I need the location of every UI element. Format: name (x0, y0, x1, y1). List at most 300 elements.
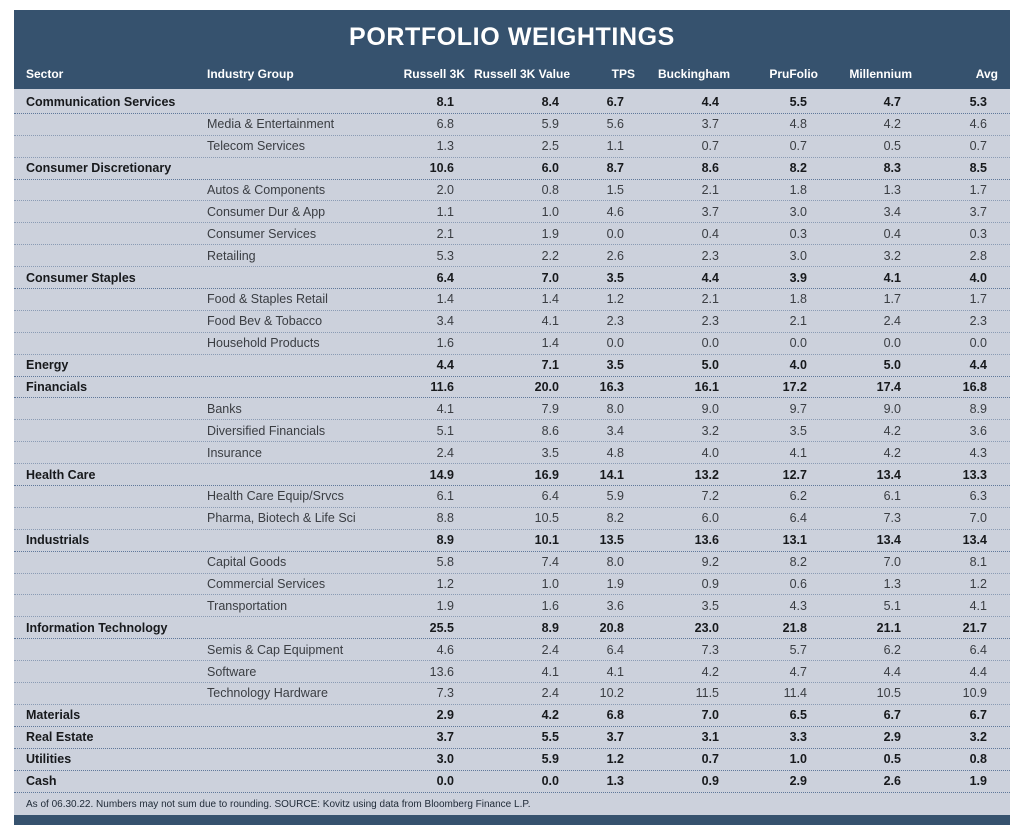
industry-cell: Insurance (207, 445, 262, 460)
table-row (14, 267, 1010, 289)
value-cell: 17.4 (876, 380, 901, 395)
table-row (14, 771, 1010, 793)
value-cell: 6.4 (541, 489, 559, 504)
value-cell: 4.4 (701, 95, 719, 110)
value-cell: 10.5 (876, 686, 901, 701)
column-header-russell-3k: Russell 3K (403, 67, 465, 81)
value-cell: 4.2 (701, 664, 719, 679)
value-cell: 0.8 (969, 752, 987, 767)
value-cell: 3.0 (789, 204, 807, 219)
value-cell: 13.6 (429, 664, 454, 679)
value-cell: 8.2 (789, 161, 807, 176)
value-cell: 5.3 (969, 95, 987, 110)
value-cell: 4.6 (436, 642, 454, 657)
value-cell: 7.9 (541, 401, 559, 416)
column-header-millennium: Millennium (849, 67, 912, 81)
value-cell: 3.5 (606, 270, 624, 285)
value-cell: 9.0 (883, 401, 901, 416)
sector-cell: Financials (26, 380, 88, 395)
industry-cell: Media & Entertainment (207, 117, 335, 132)
value-cell: 1.3 (436, 139, 454, 154)
table-row (14, 486, 1010, 508)
sector-cell: Consumer Staples (26, 270, 136, 285)
value-cell: 0.8 (541, 183, 559, 197)
value-cell: 4.6 (606, 204, 624, 219)
sector-cell: Energy (26, 358, 69, 373)
value-cell: 3.7 (606, 730, 624, 745)
table-row (14, 617, 1010, 639)
industry-cell: Transportation (207, 598, 288, 613)
value-cell: 3.6 (606, 598, 624, 613)
table-row (14, 727, 1010, 749)
value-cell: 1.4 (436, 292, 454, 307)
sector-cell: Real Estate (26, 730, 94, 745)
value-cell: 6.4 (606, 642, 624, 657)
value-cell: 8.5 (969, 161, 987, 176)
table-row (14, 114, 1010, 136)
value-cell: 7.3 (883, 511, 901, 526)
value-cell: 0.9 (701, 774, 719, 789)
value-cell: 13.6 (694, 533, 719, 548)
value-cell: 4.7 (883, 95, 901, 110)
value-cell: 6.1 (436, 489, 454, 504)
value-cell: 0.0 (541, 774, 559, 789)
value-cell: 8.8 (436, 511, 454, 526)
value-cell: 13.5 (599, 533, 624, 548)
value-cell: 0.7 (701, 139, 719, 154)
value-cell: 21.7 (962, 620, 987, 635)
value-cell: 6.4 (789, 511, 807, 526)
value-cell: 10.6 (429, 161, 454, 176)
value-cell: 0.5 (883, 752, 901, 767)
value-cell: 16.1 (694, 380, 719, 395)
value-cell: 0.7 (969, 139, 987, 154)
value-cell: 2.4 (541, 686, 559, 701)
value-cell: 10.9 (962, 686, 987, 701)
table-row (14, 398, 1010, 420)
value-cell: 1.0 (541, 204, 559, 219)
value-cell: 4.7 (789, 664, 807, 679)
value-cell: 8.0 (606, 401, 624, 416)
value-cell: 0.0 (606, 336, 624, 351)
value-cell: 8.2 (789, 555, 807, 570)
value-cell: 8.9 (541, 620, 559, 635)
value-cell: 7.4 (541, 555, 559, 570)
column-header-industry-group: Industry Group (207, 67, 294, 81)
value-cell: 1.4 (541, 292, 559, 307)
table-row (14, 201, 1010, 223)
value-cell: 5.1 (883, 598, 901, 613)
value-cell: 20.8 (599, 620, 624, 635)
footnote: As of 06.30.22. Numbers may not sum due to rounding. SOURCE: Kovitz using data from Bloomberg Finance L.P. (14, 793, 1010, 815)
value-cell: 2.1 (436, 226, 454, 241)
value-cell: 1.1 (606, 139, 624, 154)
value-cell: 4.1 (541, 314, 559, 329)
industry-cell: Health Care Equip/Srvcs (207, 489, 344, 504)
value-cell: 4.8 (789, 117, 807, 132)
value-cell: 11.5 (695, 686, 719, 701)
value-cell: 2.4 (541, 642, 559, 657)
value-cell: 0.7 (701, 752, 719, 767)
value-cell: 4.8 (606, 445, 624, 460)
value-cell: 1.6 (541, 598, 559, 613)
table-row (14, 136, 1010, 158)
value-cell: 4.2 (883, 423, 901, 438)
value-cell: 1.2 (436, 577, 454, 592)
value-cell: 1.7 (969, 292, 987, 307)
table-row (14, 158, 1010, 180)
table-row (14, 749, 1010, 771)
value-cell: 0.4 (883, 226, 901, 241)
value-cell: 5.1 (436, 423, 454, 438)
value-cell: 7.0 (701, 708, 719, 723)
value-cell: 1.9 (436, 598, 454, 613)
industry-cell: Semis & Cap Equipment (207, 642, 344, 657)
value-cell: 6.4 (436, 270, 454, 285)
value-cell: 2.4 (883, 314, 901, 329)
value-cell: 2.9 (789, 774, 807, 789)
industry-cell: Consumer Dur & App (207, 204, 326, 219)
value-cell: 7.3 (701, 642, 719, 657)
value-cell: 3.9 (789, 270, 807, 285)
value-cell: 3.4 (436, 314, 454, 329)
value-cell: 4.1 (969, 598, 987, 613)
value-cell: 7.1 (541, 358, 559, 373)
value-cell: 1.8 (789, 183, 807, 197)
value-cell: 4.4 (883, 664, 901, 679)
value-cell: 1.1 (436, 204, 454, 219)
value-cell: 2.3 (606, 314, 624, 329)
table-row (14, 92, 1010, 114)
value-cell: 3.7 (701, 204, 719, 219)
value-cell: 6.8 (606, 708, 624, 723)
value-cell: 2.0 (436, 183, 454, 197)
value-cell: 6.3 (969, 489, 987, 504)
value-cell: 5.9 (541, 117, 559, 132)
sector-cell: Health Care (26, 467, 96, 482)
sector-cell: Materials (26, 708, 81, 723)
value-cell: 0.0 (883, 336, 901, 351)
industry-cell: Software (207, 664, 257, 679)
value-cell: 6.8 (436, 117, 454, 132)
industry-cell: Commercial Services (207, 577, 326, 592)
value-cell: 8.1 (969, 555, 987, 570)
value-cell: 6.7 (606, 95, 624, 110)
table-header-band (14, 10, 1010, 89)
value-cell: 12.7 (782, 467, 807, 482)
sector-cell: Utilities (26, 752, 72, 767)
value-cell: 1.3 (883, 577, 901, 592)
table-row (14, 377, 1010, 399)
value-cell: 8.2 (606, 511, 624, 526)
value-cell: 0.0 (701, 336, 719, 351)
value-cell: 3.6 (969, 423, 987, 438)
value-cell: 4.1 (606, 664, 624, 679)
value-cell: 13.4 (876, 467, 901, 482)
value-cell: 2.2 (541, 248, 559, 263)
value-cell: 3.0 (436, 752, 454, 767)
value-cell: 7.0 (969, 511, 987, 526)
industry-cell: Diversified Financials (207, 423, 326, 438)
value-cell: 4.2 (883, 445, 901, 460)
table-row (14, 420, 1010, 442)
value-cell: 8.9 (436, 533, 454, 548)
value-cell: 2.6 (883, 774, 901, 789)
industry-cell: Food & Staples Retail (207, 292, 328, 307)
value-cell: 2.3 (969, 314, 987, 329)
value-cell: 16.8 (962, 380, 987, 395)
value-cell: 5.0 (883, 358, 901, 373)
table-row (14, 683, 1010, 705)
sector-cell: Cash (26, 774, 57, 789)
value-cell: 10.1 (534, 533, 559, 548)
value-cell: 8.9 (969, 401, 987, 416)
value-cell: 10.5 (534, 511, 559, 526)
value-cell: 4.6 (969, 117, 987, 132)
value-cell: 2.6 (606, 248, 624, 263)
value-cell: 1.9 (969, 774, 987, 789)
value-cell: 4.0 (789, 358, 807, 373)
value-cell: 3.3 (789, 730, 807, 745)
value-cell: 7.0 (541, 270, 559, 285)
value-cell: 4.4 (701, 270, 719, 285)
value-cell: 7.0 (883, 555, 901, 570)
value-cell: 1.0 (541, 577, 559, 592)
value-cell: 5.9 (606, 489, 624, 504)
value-cell: 6.0 (541, 161, 559, 176)
value-cell: 1.7 (969, 183, 987, 197)
value-cell: 16.3 (599, 380, 624, 395)
value-cell: 20.0 (534, 380, 559, 395)
value-cell: 0.9 (701, 577, 719, 592)
value-cell: 1.0 (789, 752, 807, 767)
value-cell: 1.4 (541, 336, 559, 351)
value-cell: 1.3 (606, 774, 624, 789)
value-cell: 2.1 (789, 314, 807, 329)
value-cell: 4.2 (541, 708, 559, 723)
value-cell: 3.2 (883, 248, 901, 263)
value-cell: 4.3 (969, 445, 987, 460)
portfolio-weightings-table (14, 10, 1010, 825)
value-cell: 5.5 (789, 95, 807, 110)
value-cell: 3.1 (701, 730, 719, 745)
value-cell: 3.7 (701, 117, 719, 132)
value-cell: 5.3 (436, 248, 454, 263)
value-cell: 11.6 (430, 380, 454, 395)
value-cell: 2.5 (541, 139, 559, 154)
value-cell: 0.6 (789, 577, 807, 592)
value-cell: 8.1 (436, 95, 454, 110)
value-cell: 1.9 (606, 577, 624, 592)
value-cell: 9.7 (789, 401, 807, 416)
value-cell: 5.8 (436, 555, 454, 570)
table-row (14, 705, 1010, 727)
value-cell: 3.7 (436, 730, 454, 745)
value-cell: 3.5 (606, 358, 624, 373)
value-cell: 2.1 (701, 292, 719, 307)
value-cell: 0.0 (606, 226, 624, 241)
value-cell: 14.9 (429, 467, 454, 482)
value-cell: 11.4 (783, 686, 807, 701)
industry-cell: Consumer Services (207, 226, 317, 241)
industry-cell: Technology Hardware (207, 686, 328, 701)
industry-cell: Capital Goods (207, 555, 287, 570)
sector-cell: Communication Services (26, 95, 176, 110)
value-cell: 5.0 (701, 358, 719, 373)
value-cell: 21.1 (876, 620, 901, 635)
value-cell: 17.2 (782, 380, 807, 395)
value-cell: 0.7 (789, 139, 807, 154)
value-cell: 4.1 (789, 445, 807, 460)
value-cell: 13.4 (876, 533, 901, 548)
value-cell: 2.9 (436, 708, 454, 723)
value-cell: 5.9 (541, 752, 559, 767)
table-row (14, 661, 1010, 683)
value-cell: 5.7 (789, 642, 807, 657)
value-cell: 6.7 (883, 708, 901, 723)
value-cell: 4.0 (701, 445, 719, 460)
value-cell: 0.4 (701, 226, 719, 241)
value-cell: 25.5 (429, 620, 454, 635)
value-cell: 2.3 (701, 314, 719, 329)
value-cell: 4.4 (969, 664, 987, 679)
value-cell: 1.2 (606, 292, 624, 307)
value-cell: 4.4 (969, 358, 987, 373)
sector-cell: Industrials (26, 533, 90, 548)
column-header-russell-3k-value: Russell 3K Value (473, 67, 570, 81)
value-cell: 2.3 (701, 248, 719, 263)
value-cell: 1.3 (883, 183, 901, 197)
bottom-border-bar (14, 815, 1010, 825)
value-cell: 4.0 (969, 270, 987, 285)
value-cell: 0.0 (789, 336, 807, 351)
value-cell: 6.1 (883, 489, 901, 504)
table-row (14, 355, 1010, 377)
industry-cell: Retailing (207, 248, 256, 263)
value-cell: 3.2 (969, 730, 987, 745)
value-cell: 3.5 (789, 423, 807, 438)
table-row (14, 245, 1010, 267)
value-cell: 16.9 (534, 467, 559, 482)
value-cell: 4.1 (436, 401, 454, 416)
value-cell: 13.1 (782, 533, 807, 548)
value-cell: 3.0 (789, 248, 807, 263)
value-cell: 13.2 (694, 467, 719, 482)
value-cell: 2.1 (701, 183, 719, 197)
value-cell: 0.5 (883, 139, 901, 154)
value-cell: 1.7 (883, 292, 901, 307)
value-cell: 4.4 (436, 358, 454, 373)
value-cell: 8.0 (606, 555, 624, 570)
value-cell: 23.0 (694, 620, 719, 635)
value-cell: 13.4 (962, 533, 987, 548)
value-cell: 7.3 (436, 686, 454, 701)
table-row (14, 639, 1010, 661)
value-cell: 2.4 (436, 445, 454, 460)
table-row (14, 508, 1010, 530)
value-cell: 8.7 (606, 161, 624, 176)
value-cell: 4.3 (789, 598, 807, 613)
column-header-tps: TPS (611, 67, 635, 81)
value-cell: 1.9 (541, 226, 559, 241)
value-cell: 5.5 (541, 730, 559, 745)
value-cell: 6.0 (701, 511, 719, 526)
table-row (14, 464, 1010, 486)
column-header-sector: Sector (26, 67, 64, 81)
column-header-buckingham: Buckingham (657, 67, 730, 81)
value-cell: 1.2 (606, 752, 624, 767)
industry-cell: Autos & Components (207, 183, 326, 197)
industry-cell: Food Bev & Tobacco (207, 314, 323, 329)
value-cell: 3.7 (969, 204, 987, 219)
value-cell: 10.2 (599, 686, 624, 701)
value-cell: 1.2 (969, 577, 987, 592)
table-row (14, 595, 1010, 617)
value-cell: 8.6 (541, 423, 559, 438)
table-row (14, 180, 1010, 202)
value-cell: 8.3 (883, 161, 901, 176)
value-cell: 3.4 (606, 423, 624, 438)
value-cell: 14.1 (599, 467, 624, 482)
value-cell: 3.5 (701, 598, 719, 613)
table-row (14, 552, 1010, 574)
table-row (14, 311, 1010, 333)
value-cell: 6.2 (883, 642, 901, 657)
value-cell: 13.3 (962, 467, 987, 482)
value-cell: 6.2 (789, 489, 807, 504)
value-cell: 5.6 (606, 117, 624, 132)
value-cell: 1.5 (606, 183, 624, 197)
sector-cell: Consumer Discretionary (26, 161, 172, 176)
value-cell: 4.2 (883, 117, 901, 132)
table-body (14, 89, 1010, 793)
value-cell: 0.3 (789, 226, 807, 241)
value-cell: 0.0 (436, 774, 454, 789)
column-header-prufolio: PruFolio (769, 67, 818, 81)
table-row (14, 289, 1010, 311)
value-cell: 4.1 (541, 664, 559, 679)
value-cell: 1.6 (436, 336, 454, 351)
table-row (14, 574, 1010, 596)
table-row (14, 530, 1010, 552)
sector-cell: Information Technology (26, 620, 168, 635)
column-header-row (14, 51, 1010, 89)
value-cell: 21.8 (782, 620, 807, 635)
value-cell: 9.0 (701, 401, 719, 416)
value-cell: 6.5 (789, 708, 807, 723)
industry-cell: Banks (207, 401, 242, 416)
value-cell: 0.3 (969, 226, 987, 241)
table-row (14, 442, 1010, 464)
value-cell: 3.4 (883, 204, 901, 219)
industry-cell: Household Products (207, 336, 320, 351)
value-cell: 8.4 (541, 95, 559, 110)
value-cell: 8.6 (701, 161, 719, 176)
value-cell: 7.2 (701, 489, 719, 504)
value-cell: 2.8 (969, 248, 987, 263)
table-row (14, 333, 1010, 355)
value-cell: 9.2 (701, 555, 719, 570)
industry-cell: Pharma, Biotech & Life Sci (207, 511, 356, 526)
page-title: PORTFOLIO WEIGHTINGS (349, 23, 675, 51)
value-cell: 4.1 (883, 270, 901, 285)
value-cell: 1.8 (789, 292, 807, 307)
column-header-avg: Avg (975, 67, 998, 81)
value-cell: 6.4 (969, 642, 987, 657)
value-cell: 0.0 (969, 336, 987, 351)
value-cell: 3.5 (541, 445, 559, 460)
industry-cell: Telecom Services (207, 139, 305, 154)
